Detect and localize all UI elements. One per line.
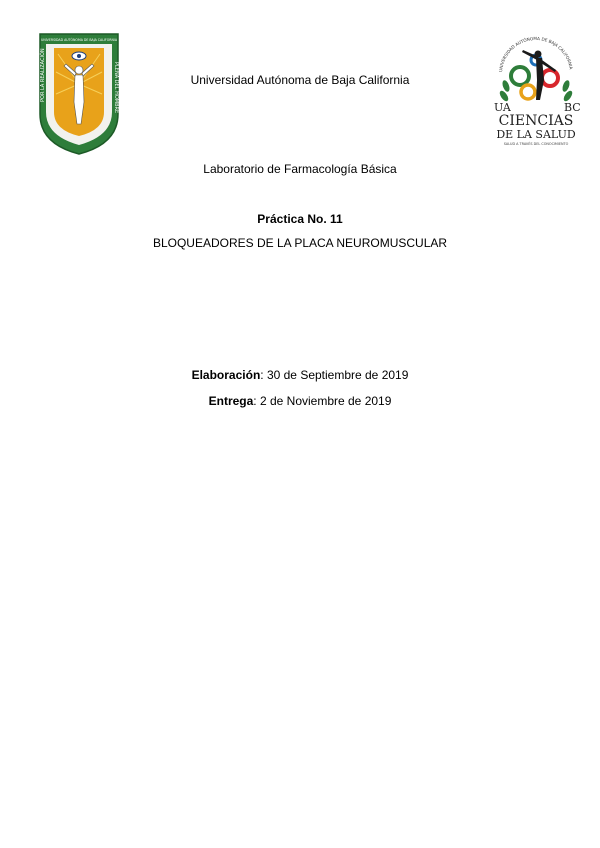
elaboration-value: : 30 de Septiembre de 2019 — [260, 368, 409, 382]
uabc-shield-logo — [38, 32, 120, 156]
ciencias-de-la-salud-logo — [492, 30, 580, 148]
elaboration-label: Elaboración — [191, 368, 261, 382]
svg-text:POR LA REALIZACIÓN: POR LA REALIZACIÓN — [40, 48, 46, 102]
svg-text:SALUD A TRAVÉS DEL CONOCIMIENT: SALUD A TRAVÉS DEL CONOCIMIENTO — [503, 142, 569, 146]
svg-text:DE LA SALUD: DE LA SALUD — [496, 128, 576, 141]
laboratory-name: Laboratorio de Farmacología Básica — [203, 162, 397, 176]
delivery-label: Entrega — [208, 394, 254, 408]
elaboration-date — [0, 368, 600, 383]
practice-number: Práctica No. 11 — [257, 212, 343, 226]
delivery-value: : 2 de Noviembre de 2019 — [253, 394, 392, 408]
svg-text:UNIVERSIDAD AUTÓNOMA DE BAJA C: UNIVERSIDAD AUTÓNOMA DE BAJA CALIFORNIA — [41, 38, 117, 42]
svg-text:PLENA DEL HOMBRE: PLENA DEL HOMBRE — [113, 62, 119, 114]
university-name: Universidad Autónoma de Baja California — [190, 73, 410, 87]
svg-text:BC: BC — [564, 101, 580, 114]
svg-text:CIENCIAS: CIENCIAS — [498, 113, 574, 129]
svg-text:UNIVERSIDAD AUTÓNOMA DE BAJA C: UNIVERSIDAD AUTÓNOMA DE BAJA CALIFORNIA — [498, 35, 574, 73]
svg-text:UA: UA — [494, 101, 511, 114]
practice-title: BLOQUEADORES DE LA PLACA NEUROMUSCULAR — [152, 236, 448, 250]
delivery-date — [0, 394, 600, 409]
